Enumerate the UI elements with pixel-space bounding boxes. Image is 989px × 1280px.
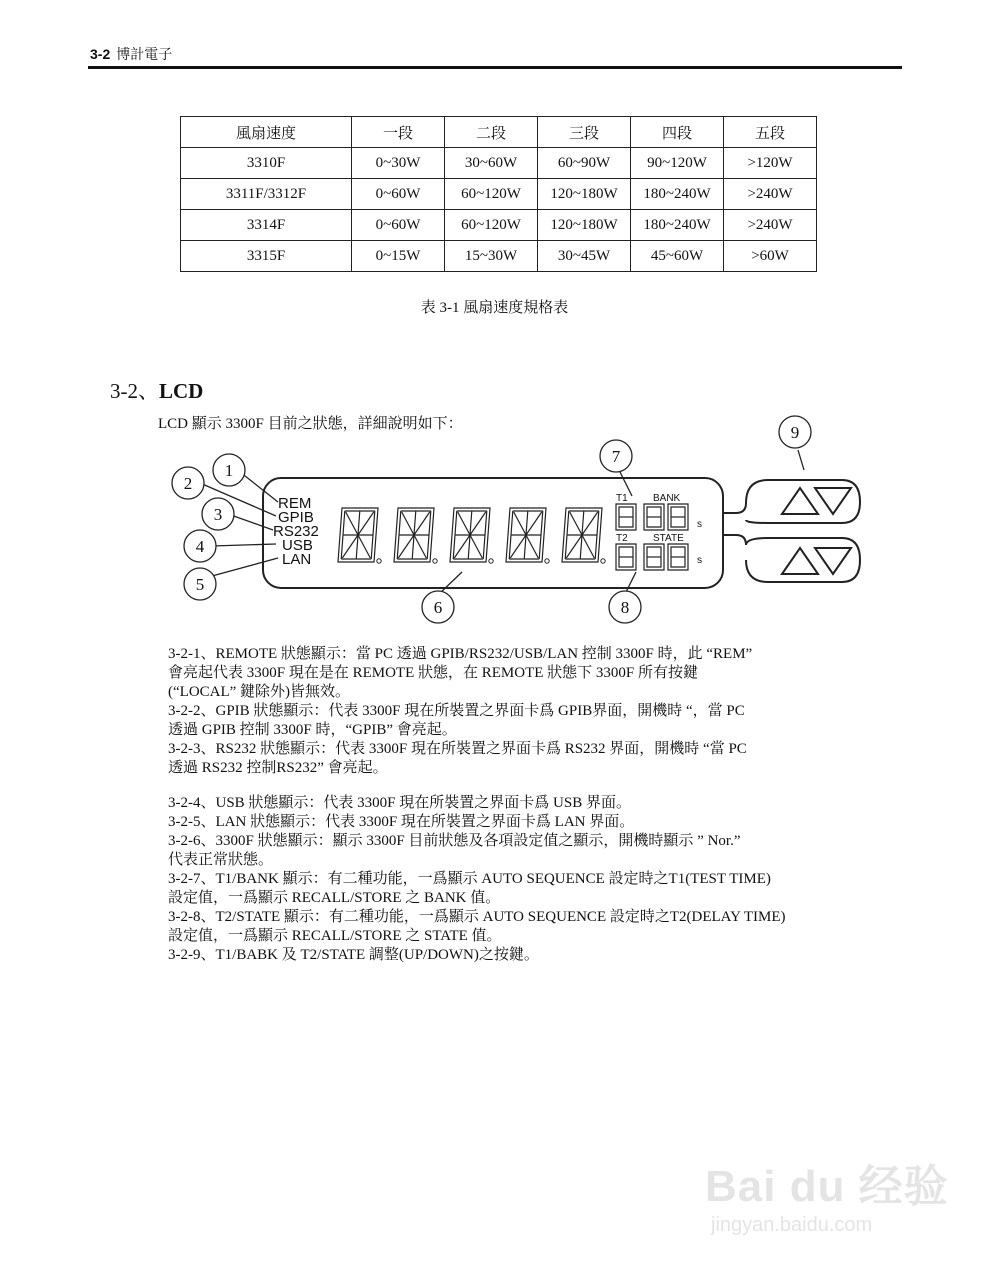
t1-label: T1 <box>616 493 628 504</box>
t1-down-button[interactable] <box>815 488 851 514</box>
callout-number-4: 4 <box>195 537 205 556</box>
table-cell: 30~60W <box>445 148 538 179</box>
item-text: GPIB 狀態顯示：代表 3300F 現在所裝置之界面卡爲 GPIB界面，開機時 “，當 PC <box>215 703 745 719</box>
t2-label: T2 <box>616 533 628 544</box>
list-item <box>168 702 898 721</box>
table-cell: 120~180W <box>538 210 631 241</box>
callout-number-7: 7 <box>611 447 621 466</box>
section-name: LCD <box>159 379 204 403</box>
baidu-watermark <box>705 1150 949 1237</box>
lcd-main-digit-3 <box>450 508 493 563</box>
item-text: REMOTE 狀態顯示：當 PC 透過 GPIB/RS232/USB/LAN 控制 3300F 時，此 “REM” <box>215 646 753 662</box>
item-continuation: 代表正常狀態。 <box>168 852 274 868</box>
callout-line-9 <box>798 450 804 470</box>
item-number: 3-2-8、 <box>168 909 216 925</box>
bank-label: BANK <box>653 493 681 504</box>
page-header <box>90 44 172 64</box>
table-cell: 30~45W <box>538 241 631 272</box>
callout-line-4 <box>212 544 276 546</box>
table-cell: 0~60W <box>352 210 445 241</box>
list-item <box>168 740 898 759</box>
list-item <box>168 908 898 927</box>
table-header-cell: 三段 <box>538 117 631 148</box>
table-row <box>181 179 817 210</box>
list-item <box>168 870 898 889</box>
item-number: 3-2-5、 <box>168 814 216 830</box>
lcd-diagram <box>170 410 870 632</box>
section-title <box>110 375 203 405</box>
callout-number-9: 9 <box>790 423 800 442</box>
table-row <box>181 210 817 241</box>
table-row <box>181 148 817 179</box>
main-digit-group <box>338 508 605 563</box>
decimal-point <box>377 559 381 563</box>
table-cell: 45~60W <box>631 241 724 272</box>
header-rule <box>88 66 902 69</box>
callout-number-8: 8 <box>620 598 630 617</box>
table-cell: 180~240W <box>631 210 724 241</box>
callout-number-1: 1 <box>224 461 234 480</box>
table-header-cell: 風扇速度 <box>181 117 352 148</box>
table-cell: 60~120W <box>445 179 538 210</box>
lcd-label-usb: USB <box>282 537 313 554</box>
table-cell: >60W <box>724 241 817 272</box>
lcd-t1-digit-2 <box>644 504 664 530</box>
lcd-label-lan: LAN <box>282 551 312 568</box>
callout-number-6: 6 <box>433 598 443 617</box>
lcd-t1-digit-1 <box>616 504 636 530</box>
item-continuation: 設定值，一爲顯示 RECALL/STORE 之 BANK 值。 <box>168 890 501 906</box>
table-cell: 120~180W <box>538 179 631 210</box>
item-text: 3300F 狀態顯示：顯示 3300F 目前狀態及各項設定值之顯示，開機時顯示 ” Nor.” <box>215 833 741 849</box>
header-company: 博計電子 <box>116 46 173 62</box>
table-header-cell: 二段 <box>445 117 538 148</box>
item-number: 3-2-9、 <box>168 947 216 963</box>
spacer <box>168 778 898 794</box>
table-cell: 60~90W <box>538 148 631 179</box>
lcd-main-digit-1 <box>338 508 381 563</box>
table-cell: 0~30W <box>352 148 445 179</box>
item-number: 3-2-1、 <box>168 646 216 662</box>
callout-line-5 <box>212 558 278 576</box>
decimal-point <box>601 559 605 563</box>
section-number: 3-2、 <box>110 379 159 403</box>
item-number: 3-2-6、 <box>168 833 216 849</box>
callout-line-3 <box>228 514 273 530</box>
item-continuation: 設定值，一爲顯示 RECALL/STORE 之 STATE 值。 <box>168 928 502 944</box>
fan-speed-table <box>180 116 817 272</box>
item-continuation: (“LOCAL” 鍵除外)皆無效。 <box>168 684 351 700</box>
table-header-row <box>181 117 817 148</box>
list-item <box>168 645 898 664</box>
t1-up-button[interactable] <box>782 488 818 514</box>
section-intro: LCD 顯示 3300F 目前之狀態，詳細說明如下： <box>158 416 463 432</box>
item-continuation: 會亮起代表 3300F 現在是在 REMOTE 狀態，在 REMOTE 狀態下 3300F 所有按鍵 <box>168 665 699 681</box>
item-number: 3-2-7、 <box>168 871 216 887</box>
table-cell: 15~30W <box>445 241 538 272</box>
t2-up-button[interactable] <box>782 548 818 574</box>
table-header-cell: 五段 <box>724 117 817 148</box>
t2-unit: s <box>697 555 702 566</box>
table-row <box>181 241 817 272</box>
item-number: 3-2-2、 <box>168 703 216 719</box>
lcd-main-digit-4 <box>506 508 549 563</box>
state-label: STATE <box>653 533 684 544</box>
lcd-t2-digit-2 <box>644 544 664 570</box>
table-cell: 90~120W <box>631 148 724 179</box>
list-item <box>168 946 898 965</box>
table-cell: 3310F <box>181 148 352 179</box>
watermark-url: jingyan.baidu.com <box>711 1214 873 1236</box>
item-text: T1/BABK 及 T2/STATE 調整(UP/DOWN)之按鍵。 <box>215 947 539 963</box>
table-caption: 表 3-1 風扇速度規格表 <box>420 300 569 316</box>
decimal-point <box>489 559 493 563</box>
list-item <box>168 813 898 832</box>
item-continuation: 透過 GPIB 控制 3300F 時，“GPIB” 會亮起。 <box>168 722 457 738</box>
item-text: T1/BANK 顯示：有二種功能，一爲顯示 AUTO SEQUENCE 設定時之T1(TEST TIME) <box>215 871 771 887</box>
lcd-main-digit-2 <box>394 508 437 563</box>
table-cell: >240W <box>724 179 817 210</box>
item-text: LAN 狀態顯示：代表 3300F 現在所裝置之界面卡爲 LAN 界面。 <box>215 814 635 830</box>
lcd-t2-digit-1 <box>616 544 636 570</box>
table-header-cell: 一段 <box>352 117 445 148</box>
callout-number-5: 5 <box>195 575 205 594</box>
decimal-point <box>433 559 437 563</box>
callout-number-2: 2 <box>183 474 193 493</box>
table-cell: >120W <box>724 148 817 179</box>
table-cell: 180~240W <box>631 179 724 210</box>
header-section: 3-2 <box>90 46 111 62</box>
table-cell: 60~120W <box>445 210 538 241</box>
table-cell: 3314F <box>181 210 352 241</box>
table-cell: 3315F <box>181 241 352 272</box>
table-cell: >240W <box>724 210 817 241</box>
t1-unit: s <box>697 519 702 530</box>
table-cell: 0~15W <box>352 241 445 272</box>
list-item <box>168 794 898 813</box>
t2-down-button[interactable] <box>815 548 851 574</box>
item-number: 3-2-3、 <box>168 741 216 757</box>
table-header-cell: 四段 <box>631 117 724 148</box>
lcd-label-rs232: RS232 <box>273 523 319 540</box>
lcd-main-digit-5 <box>562 508 605 563</box>
decimal-point <box>545 559 549 563</box>
item-continuation: 透過 RS232 控制RS232” 會亮起。 <box>168 760 388 776</box>
watermark-brand: Bai du 经验 <box>705 1162 949 1211</box>
table-cell: 0~60W <box>352 179 445 210</box>
item-text: RS232 狀態顯示：代表 3300F 現在所裝置之界面卡爲 RS232 界面，開機時 “當 PC <box>215 741 747 757</box>
lcd-t1-digit-3 <box>668 504 688 530</box>
list-item <box>168 832 898 851</box>
item-text: T2/STATE 顯示：有二種功能，一爲顯示 AUTO SEQUENCE 設定時之T2(DELAY TIME) <box>215 909 786 925</box>
description-list <box>168 645 898 965</box>
lcd-label-gpib: GPIB <box>278 509 314 526</box>
item-number: 3-2-4、 <box>168 795 216 811</box>
item-text: USB 狀態顯示：代表 3300F 現在所裝置之界面卡爲 USB 界面。 <box>215 795 631 811</box>
table-cell: 3311F/3312F <box>181 179 352 210</box>
callout-line-1 <box>240 472 278 502</box>
lcd-t2-digit-3 <box>668 544 688 570</box>
callout-number-3: 3 <box>213 505 223 524</box>
lcd-label-rem: REM <box>278 495 312 512</box>
